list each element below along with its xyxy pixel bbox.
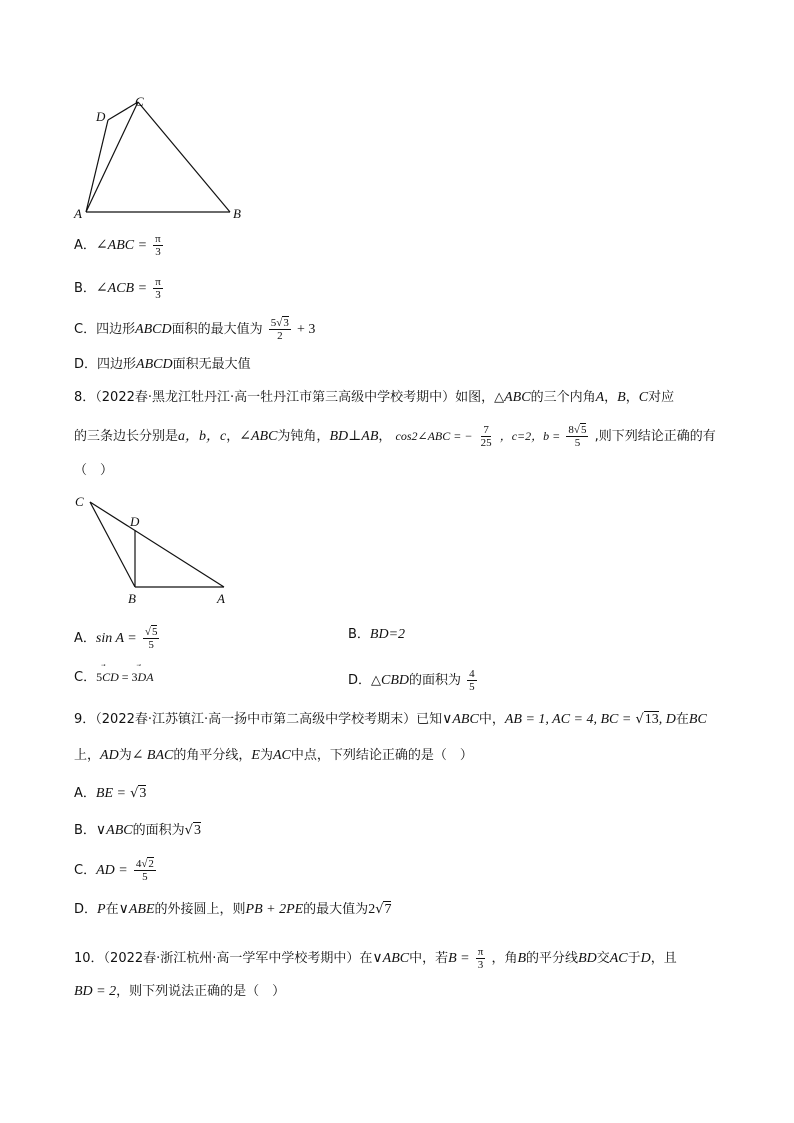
q8-option-a: A．sin A = $\frac{√5}{5}$ xyxy=(74,626,158,651)
fraction: $\frac{√5}{5}$ xyxy=(144,626,158,651)
fraction: $\frac{4}{5}$ xyxy=(469,668,475,693)
vertex-label-c: C xyxy=(135,94,144,109)
q9-option-a: A．BE = √3 xyxy=(74,786,147,801)
q7-option-c: C．四边形ABCD面积的最大值为 $\frac{5√3}{2}$ + 3 xyxy=(74,317,316,342)
vertex-label-a: A xyxy=(217,591,225,606)
q10-stem-line2: BD = 2，则下列说法正确的是（ ） xyxy=(74,984,286,999)
vertex-label-d: D xyxy=(96,109,106,124)
vertex-label-b: B xyxy=(233,206,241,221)
vertex-label-a: A xyxy=(74,206,82,221)
fraction: $\frac{\pi}{3}$ xyxy=(477,946,484,971)
q7-option-b: B．∠ACB = $\frac{\pi}{3}$ xyxy=(74,276,161,301)
q8-option-b: B．BD=2 xyxy=(348,627,406,642)
quadrilateral-abcd-figure xyxy=(70,92,250,222)
q9-stem-line2: 上，AD为∠ BAC的角平分线，E为AC中点，下列结论正确的是（ ） xyxy=(74,748,473,763)
fraction: $\frac{4√2}{5}$ xyxy=(135,858,154,883)
q9-option-c: C．AD = $\frac{4√2}{5}$ xyxy=(74,858,154,883)
q9-option-d: D．P在∨ABE的外接圆上，则PB + 2PE的最大值为2√7 xyxy=(74,902,392,917)
vertex-label-b: B xyxy=(128,591,136,606)
q8-stem-line3: （ ） xyxy=(74,463,114,478)
fraction: $\frac{\pi}{3}$ xyxy=(155,276,161,301)
q7-option-d: D．四边形ABCD面积无最大值 xyxy=(74,357,251,372)
q8-option-d: D．△CBD的面积为 $\frac{4}{5}$ xyxy=(348,668,475,693)
q9-stem-line1: 9．（2022春·江苏镇江·高一扬中市第二高级中学校考期末）已知∨ABC中，AB = 1, AC = 4, BC = √13, D在BC xyxy=(74,712,707,727)
vertex-label-c: C xyxy=(75,494,84,509)
fraction: $\frac{7}{25}$ xyxy=(480,424,492,449)
fraction: $\frac{\pi}{3}$ xyxy=(155,233,161,258)
fraction: $\frac{5√3}{2}$ xyxy=(270,317,289,342)
q7-option-a: A．∠ABC = $\frac{\pi}{3}$ xyxy=(74,233,161,258)
q10-stem-line1: 10．（2022春·浙江杭州·高一学军中学校考期中）在∨ABC中，若B = $\frac{\pi}{3}$ ，角B的平分线BD交AC于D，且 xyxy=(74,946,677,971)
triangle-abc-figure xyxy=(70,492,240,607)
q9-option-b: B．∨ABC的面积为√3 xyxy=(74,823,201,838)
vertex-label-d: D xyxy=(130,514,140,529)
fraction: $\frac{8√5}{5}$ xyxy=(568,424,587,449)
q8-stem-line1: 8．（2022春·黑龙江牡丹江·高一牡丹江市第三高级中学校考期中）如图，△ABC的三个内角A，B，C对应 xyxy=(74,390,675,405)
q8-option-c: C．5⃗ CD = 3⃗ DA xyxy=(74,668,154,687)
q8-stem-line2: 的三条边长分别是a，b，c，∠ABC为钝角，BD⊥AB， cos2∠ABC = − $\frac{7}{25}$ ，c=2，b = $\frac{8√5}{5}$ ,则下列结论正确的有 xyxy=(74,424,716,449)
